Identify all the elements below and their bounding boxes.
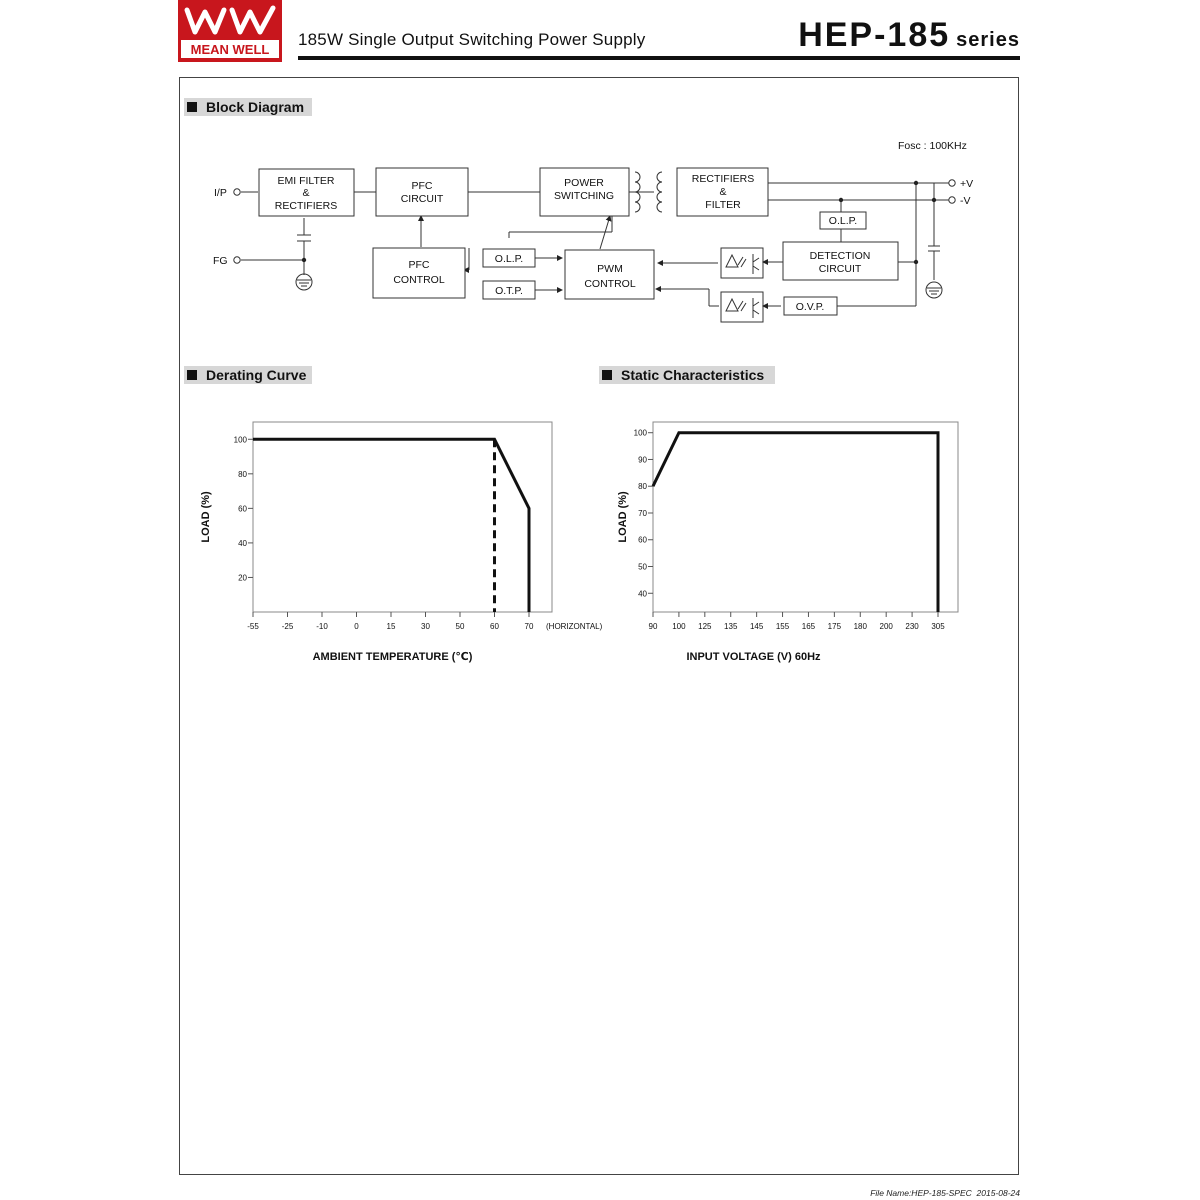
x-tick-label: 125 xyxy=(698,622,712,631)
x-tick-label: 165 xyxy=(801,622,816,631)
x-tick-label: 60 xyxy=(490,622,499,631)
file-name: File Name:HEP-185-SPEC xyxy=(870,1188,972,1198)
pwm-control-line-2: CONTROL xyxy=(584,278,636,290)
mean-well-logo xyxy=(178,0,282,62)
pfc-control-block xyxy=(373,248,465,298)
pfc-control-line-1: PFC xyxy=(408,259,430,271)
y-axis-title: LOAD (%) xyxy=(617,491,629,543)
x-tick-label: 155 xyxy=(775,622,790,631)
series-title xyxy=(798,16,1020,55)
static-characteristics-chart xyxy=(590,400,990,670)
output-negative-label: -V xyxy=(960,195,971,207)
output-positive-label: +V xyxy=(960,178,974,190)
x-tick-label: 0 xyxy=(354,622,359,631)
power-switching-line-2: SWITCHING xyxy=(553,190,615,202)
derating-chart xyxy=(180,400,620,670)
section-title: Derating Curve xyxy=(206,367,307,383)
emi-line-2: & xyxy=(302,187,310,199)
x-tick-label: 180 xyxy=(853,622,867,631)
section-header-block-diagram xyxy=(184,98,312,116)
pfc-control-line-2: CONTROL xyxy=(393,274,445,286)
y-tick-label: 70 xyxy=(638,508,647,518)
olp-output-label: O.L.P. xyxy=(828,215,858,227)
fosc-label: Fosc : 100KHz xyxy=(898,140,967,152)
block-diagram xyxy=(180,130,980,330)
square-bullet-icon xyxy=(187,370,197,380)
footer xyxy=(870,1188,1020,1198)
emi-line-3: RECTIFIERS xyxy=(274,200,338,212)
pwm-control-line-1: PWM xyxy=(597,263,623,275)
square-bullet-icon xyxy=(187,102,197,112)
otp-label: O.T.P. xyxy=(495,285,523,297)
brand-text: MEAN WELL xyxy=(190,42,270,57)
x-tick-label: -25 xyxy=(281,622,294,631)
rectifiers-line-2: & xyxy=(719,186,727,198)
series-label: series xyxy=(956,29,1020,51)
x-axis-title: AMBIENT TEMPERATURE (℃) xyxy=(312,651,473,663)
load-curve xyxy=(253,439,529,612)
chart-frame xyxy=(653,422,958,612)
y-tick-label: 20 xyxy=(238,573,247,583)
pfc-circuit-line-1: PFC xyxy=(411,180,433,192)
product-title: 185W Single Output Switching Power Supply xyxy=(298,30,646,49)
section-title: Static Characteristics xyxy=(621,367,765,383)
x-tick-label: 30 xyxy=(421,622,430,631)
detection-line-2: CIRCUIT xyxy=(818,263,862,275)
x-tick-label: 305 xyxy=(931,622,945,631)
x-tick-label: 90 xyxy=(648,622,658,631)
y-tick-label: 60 xyxy=(638,535,647,545)
y-tick-label: 100 xyxy=(233,435,247,445)
x-tick-label: 230 xyxy=(905,622,919,631)
x-tick-label: 175 xyxy=(827,622,842,631)
x-tick-label: 145 xyxy=(749,622,764,631)
rectifiers-line-1: RECTIFIERS xyxy=(691,173,755,185)
section-header-derating-curve xyxy=(184,366,312,384)
header-rule xyxy=(298,56,1020,60)
square-bullet-icon xyxy=(602,370,612,380)
y-tick-label: 40 xyxy=(638,589,647,599)
x-tick-label: -10 xyxy=(316,622,328,631)
power-switching-line-1: POWER xyxy=(564,177,604,189)
input-label: I/P xyxy=(214,187,227,199)
x-tick-label: 100 xyxy=(672,622,686,631)
x-tick-label: 50 xyxy=(455,622,465,631)
y-tick-label: 80 xyxy=(238,469,247,479)
pfc-circuit-block xyxy=(376,168,468,216)
x-tick-label: 70 xyxy=(524,622,534,631)
model-name: HEP-185 xyxy=(798,16,951,54)
y-tick-label: 40 xyxy=(238,538,247,548)
y-tick-label: 60 xyxy=(238,504,247,514)
y-tick-label: 90 xyxy=(638,455,647,465)
detection-line-1: DETECTION xyxy=(809,250,871,262)
y-tick-label: 100 xyxy=(633,428,647,438)
olp-input-label: O.L.P. xyxy=(494,253,524,265)
section-title: Block Diagram xyxy=(206,99,305,115)
y-axis-title: LOAD (%) xyxy=(200,491,212,543)
emi-line-1: EMI FILTER xyxy=(277,175,335,187)
x-tick-label: 200 xyxy=(879,622,893,631)
pfc-circuit-line-2: CIRCUIT xyxy=(400,193,444,205)
x-axis-title: INPUT VOLTAGE (V) 60Hz xyxy=(686,651,821,663)
spec-date: 2015-08-24 xyxy=(976,1188,1020,1198)
chart-frame xyxy=(253,422,552,612)
x-tick-label: -55 xyxy=(247,622,259,631)
x-tick-label: 15 xyxy=(386,622,396,631)
ovp-label: O.V.P. xyxy=(795,301,825,313)
section-header-static-characteristics xyxy=(599,366,775,384)
load-curve xyxy=(653,433,938,612)
y-tick-label: 50 xyxy=(638,562,647,572)
x-tick-note: (HORIZONTAL) xyxy=(546,622,603,631)
x-tick-label: 135 xyxy=(724,622,738,631)
fg-label: FG xyxy=(213,255,228,267)
rectifiers-line-3: FILTER xyxy=(705,199,741,211)
y-tick-label: 80 xyxy=(638,482,647,492)
